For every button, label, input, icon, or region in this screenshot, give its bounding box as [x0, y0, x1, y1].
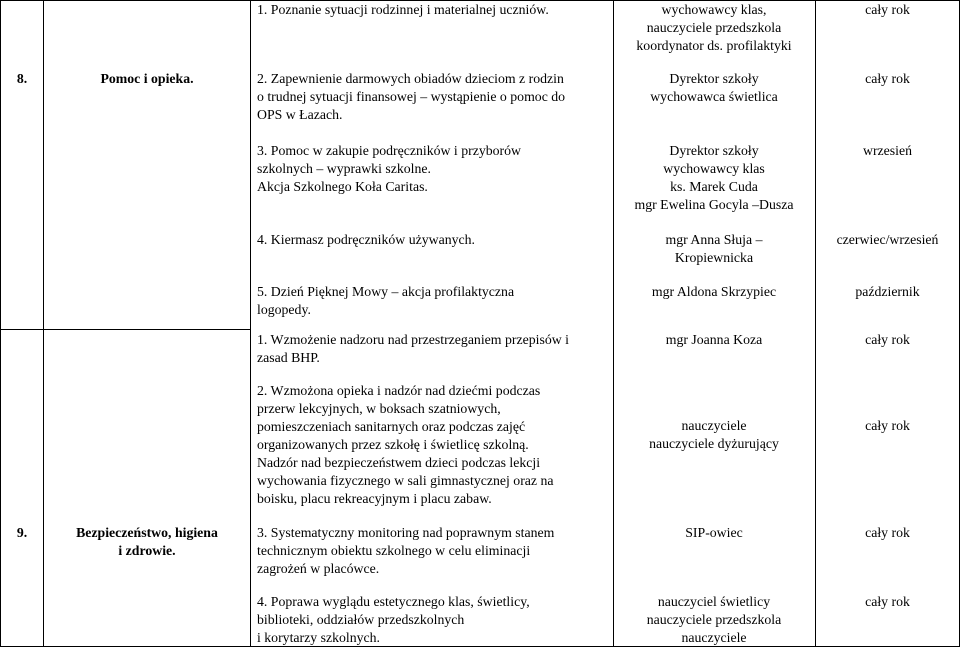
responsible-cell [614, 142, 814, 214]
responsible-line: mgr Ewelina Gocyla –Dusza [634, 197, 794, 212]
term-text: czerwiec/wrzesień [836, 232, 939, 247]
responsible-line: mgr Anna Słuja – [665, 232, 763, 247]
responsible-line: koordynator ds. profilaktyki [636, 38, 792, 53]
term-cell [816, 417, 959, 435]
responsible-line: SIP-owiec [685, 525, 743, 540]
term-cell [816, 142, 959, 160]
task-line: zasad BHP. [257, 350, 320, 365]
term-text: cały rok [865, 525, 910, 540]
term-cell [816, 524, 959, 542]
task-line: organizowanych przez szkołę i świetlicę szkolną. [257, 437, 529, 452]
responsible-line: nauczyciele przedszkola [646, 612, 782, 627]
task-line: technicznym obiektu szkolnego w celu eliminacji [257, 543, 531, 558]
task-line: o trudnej sytuacji finansowej – wystąpienie o pomoc do [257, 89, 566, 104]
table-divider-responsible-col [815, 0, 816, 647]
section-title-line: i zdrowie. [118, 543, 176, 558]
responsible-line: nauczyciele dyżurujący [649, 436, 779, 451]
responsible-line: wychowawcy klas [663, 161, 765, 176]
task-line: szkolnych – wyprawki szkolne. [257, 161, 431, 176]
task-line: pomieszczeniach sanitarnych oraz podczas zajęć [257, 419, 526, 434]
term-text: cały rok [865, 2, 910, 17]
task-cell [257, 70, 609, 124]
task-cell [257, 593, 609, 647]
responsible-cell [614, 70, 814, 106]
task-line: 2. Wzmożona opieka i nadzór nad dziećmi podczas [257, 383, 541, 398]
responsible-line: Dyrektor szkoły [669, 143, 759, 158]
responsible-cell [614, 283, 814, 301]
task-line: Akcja Szkolnego Koła Caritas. [257, 179, 428, 194]
section-separator [0, 329, 250, 330]
section-number-text: 9. [16, 525, 28, 540]
responsible-cell [614, 524, 814, 542]
task-line: 1. Wzmożenie nadzoru nad przestrzeganiem przepisów i [257, 332, 569, 347]
term-cell [816, 231, 959, 249]
task-line: 1. Poznanie sytuacji rodzinnej i materialnej uczniów. [257, 2, 549, 17]
task-line: 3. Systematyczny monitoring nad poprawnym stanem [257, 525, 555, 540]
responsible-line: mgr Joanna Koza [665, 332, 763, 347]
task-line: logopedy. [257, 302, 311, 317]
task-line: i korytarzy szkolnych. [257, 630, 380, 645]
responsible-line: nauczyciele przedszkola [646, 20, 782, 35]
responsible-line: nauczyciel świetlicy [657, 594, 771, 609]
responsible-line: Dyrektor szkoły [669, 71, 759, 86]
task-line: 2. Zapewnienie darmowych obiadów dzieciom z rodzin [257, 71, 564, 86]
task-line: przerw lekcyjnych, w boksach szatniowych, [257, 401, 501, 416]
responsible-line: nauczyciele [681, 630, 747, 645]
responsible-line: ks. Marek Cuda [670, 179, 758, 194]
responsible-line: Kropiewnicka [674, 250, 754, 265]
section-title-line: Pomoc i opieka. [100, 71, 194, 86]
section-title [44, 524, 250, 560]
section-number [1, 70, 43, 88]
task-line: boisku, placu rekreacyjnym i placu zabaw. [257, 491, 492, 506]
responsible-cell [614, 593, 814, 647]
responsible-cell [614, 417, 814, 453]
responsible-cell [614, 331, 814, 349]
section-number [1, 524, 43, 542]
term-text: październik [855, 284, 920, 299]
term-cell [816, 70, 959, 88]
section-title [44, 70, 250, 88]
responsible-line: wychowawca świetlica [650, 89, 778, 104]
responsible-cell [614, 231, 814, 267]
term-cell [816, 1, 959, 19]
section-title-line: Bezpieczeństwo, higiena [76, 525, 218, 540]
task-cell [257, 331, 609, 367]
task-line: biblioteki, oddziałów przedszkolnych [257, 612, 465, 627]
responsible-line: wychowawcy klas, [661, 2, 767, 17]
term-text: cały rok [865, 418, 910, 433]
task-cell [257, 382, 609, 508]
term-cell [816, 331, 959, 349]
term-text: cały rok [865, 71, 910, 86]
term-text: cały rok [865, 594, 910, 609]
responsible-cell [614, 1, 814, 55]
term-text: cały rok [865, 332, 910, 347]
task-line: zagrożeń w placówce. [257, 561, 380, 576]
task-line: 5. Dzień Pięknej Mowy – akcja profilaktyczna [257, 284, 515, 299]
table-border-left [0, 0, 1, 647]
task-cell [257, 524, 609, 578]
task-line: 4. Poprawa wyglądu estetycznego klas, świetlicy, [257, 594, 530, 609]
task-line: Nadzór nad bezpieczeństwem dzieci podczas lekcji [257, 455, 541, 470]
responsible-line: nauczyciele [681, 418, 747, 433]
task-line: 4. Kiermasz podręczników używanych. [257, 232, 475, 247]
task-line: 3. Pomoc w zakupie podręczników i przyborów [257, 143, 521, 158]
task-cell [257, 231, 609, 249]
term-text: wrzesień [862, 143, 913, 158]
section-number-text: 8. [16, 71, 28, 86]
task-cell [257, 283, 609, 319]
task-cell [257, 142, 609, 196]
task-line: OPS w Łazach. [257, 107, 343, 122]
task-line: wychowania fizycznego w sali gimnastycznej oraz na [257, 473, 554, 488]
task-cell [257, 1, 609, 19]
term-cell [816, 283, 959, 301]
responsible-line: mgr Aldona Skrzypiec [651, 284, 777, 299]
table-divider-title-col [250, 0, 251, 647]
term-cell [816, 593, 959, 611]
